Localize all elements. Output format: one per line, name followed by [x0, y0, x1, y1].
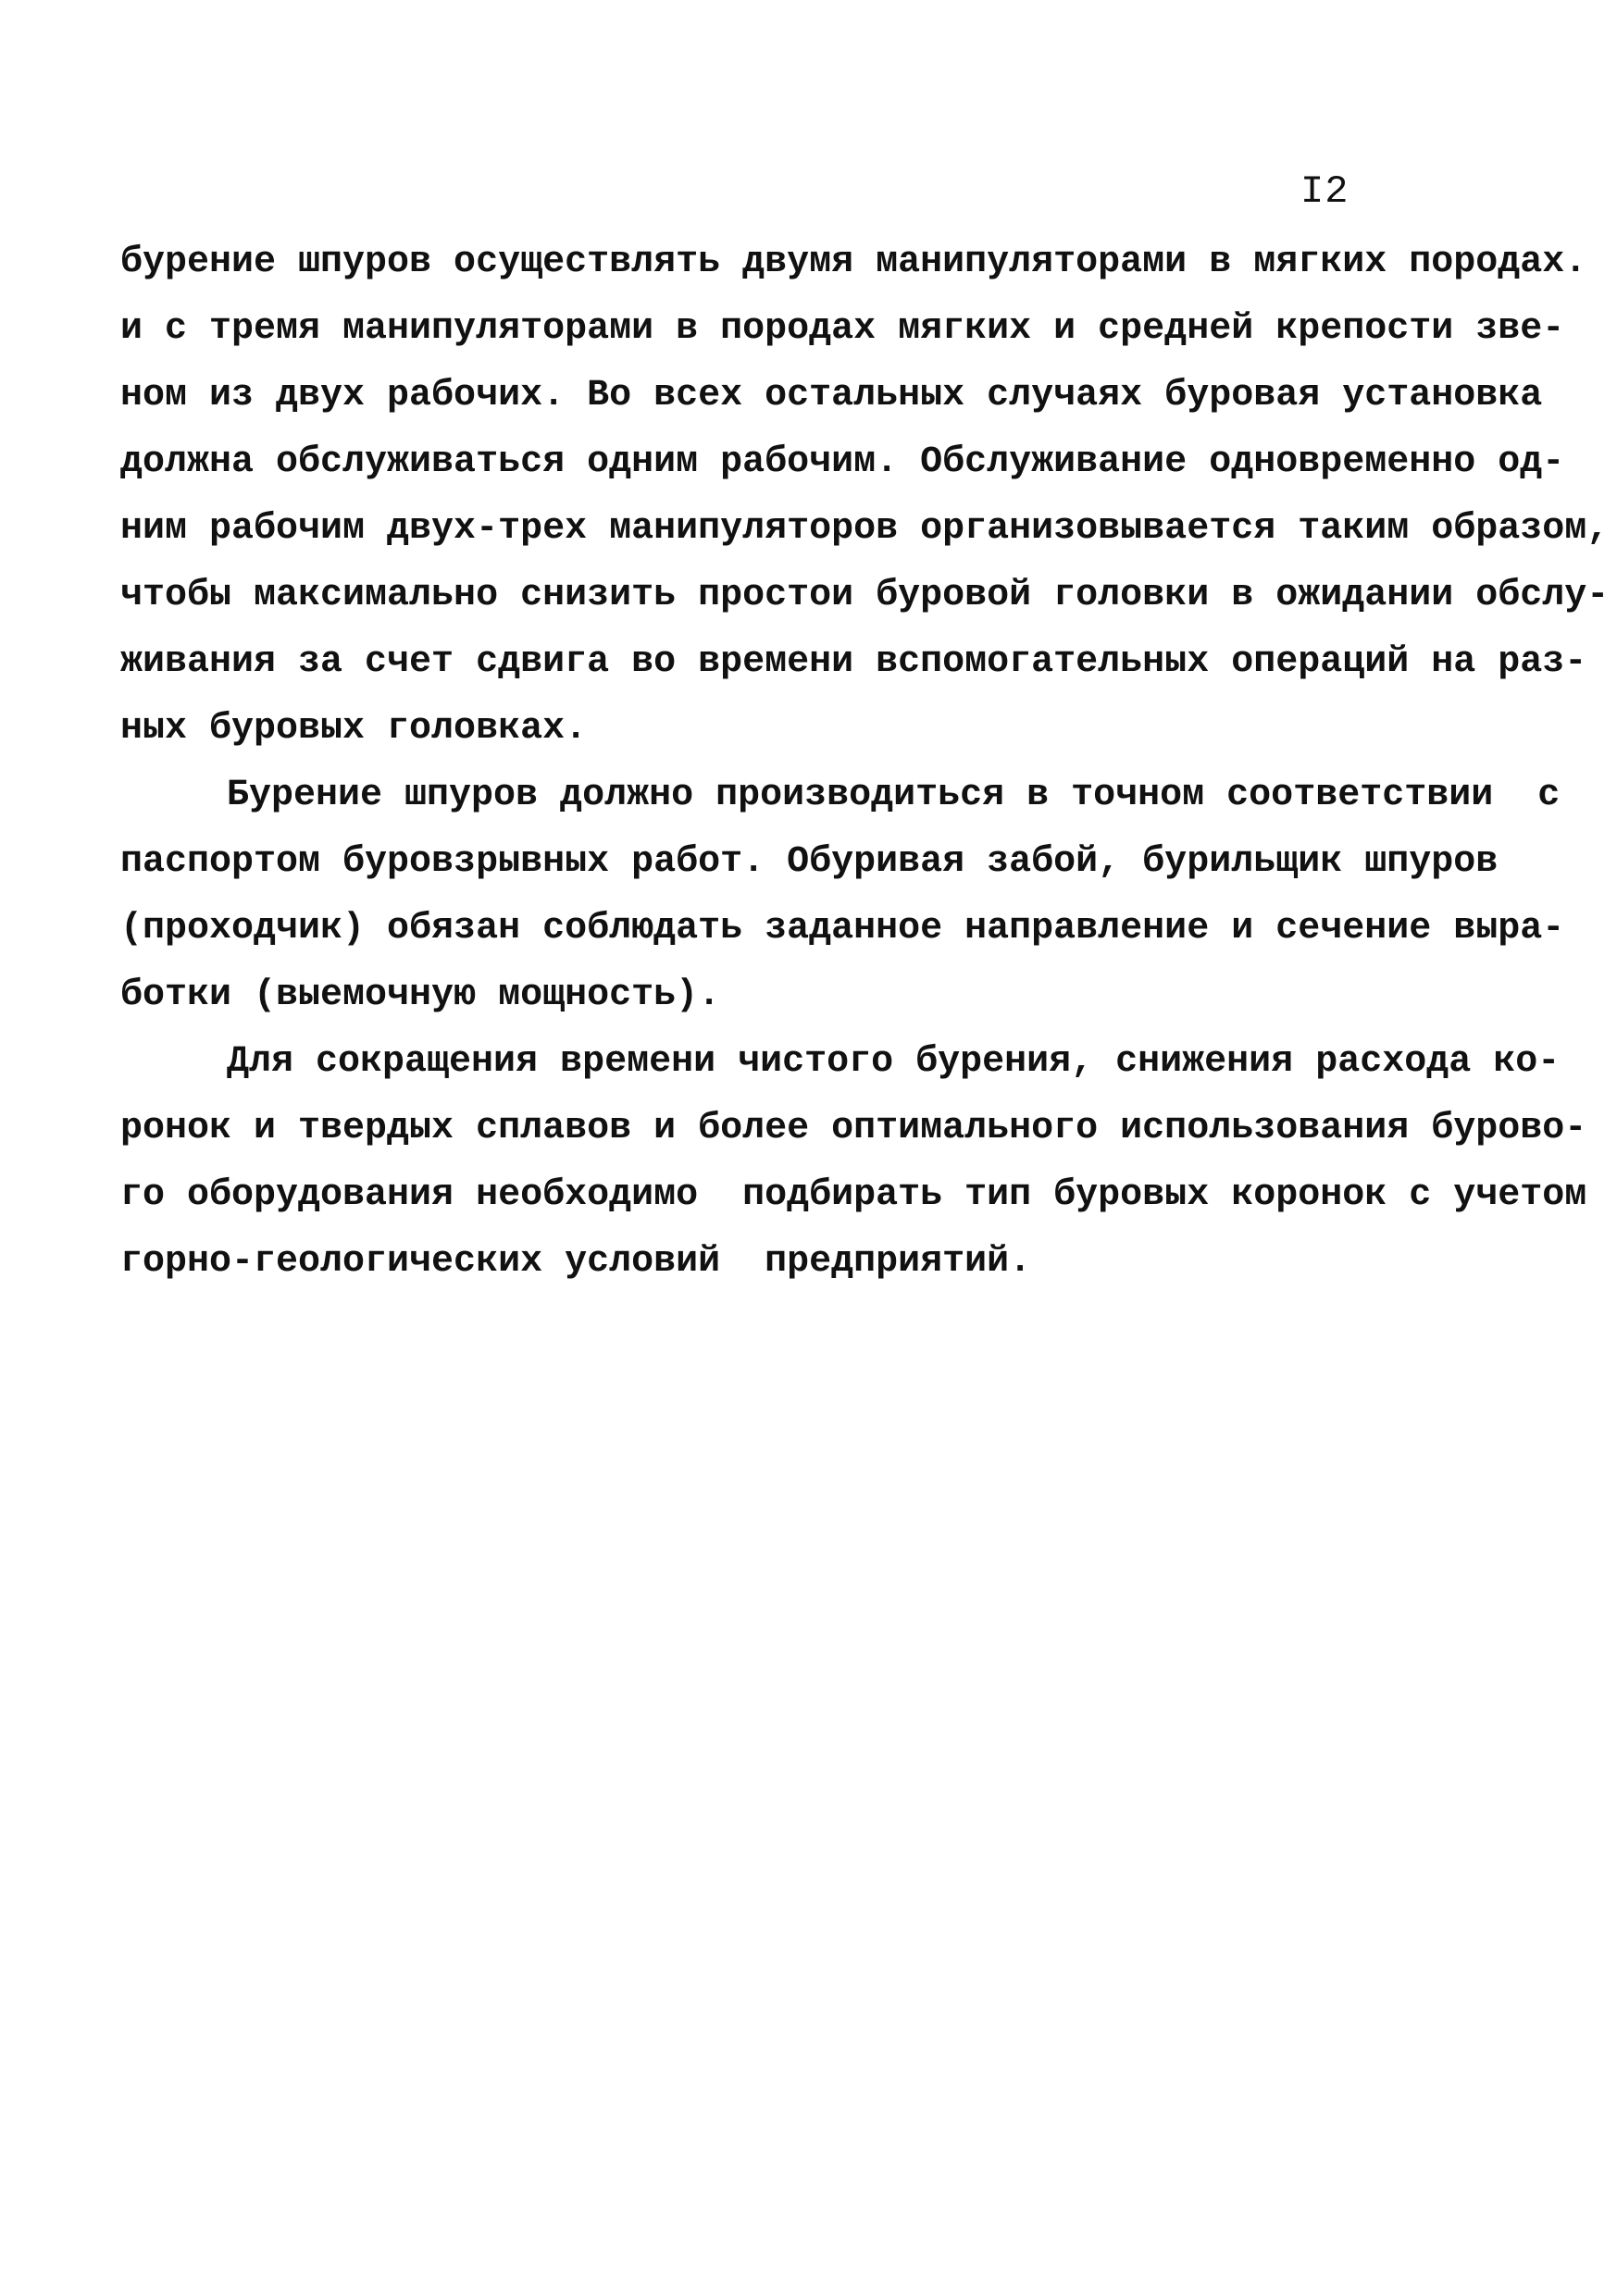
text-line: бурение шпуров осуществлять двумя манипуляторами в мягких породах.	[120, 242, 1587, 283]
text-line: живания за счет сдвига во времени вспомогательных операций на раз-	[120, 641, 1587, 683]
text-line: ним рабочим двух-трех манипуляторов организовывается таким образом,	[120, 508, 1610, 550]
text-line: чтобы максимально снизить простои буровой головки в ожидании обслу-	[120, 575, 1610, 616]
paragraph-3	[120, 1029, 1587, 1296]
text-line: (проходчик) обязан соблюдать заданное направление и сечение выра-	[120, 908, 1565, 949]
text-line: паспортом буровзрывных работ. Обуривая забой, бурильщик шпуров	[120, 841, 1499, 883]
text-line: ботки (выемочную мощность).	[120, 974, 721, 1016]
paragraph-2	[120, 763, 1565, 1029]
page-number: I2	[1300, 169, 1350, 214]
text-line: Для сокращения времени чистого бурения, снижения расхода ко-	[227, 1041, 1561, 1083]
paragraph-1	[120, 230, 1610, 763]
body-text	[120, 230, 1610, 1296]
text-line: го оборудования необходимо подбирать тип буровых коронок с учетом	[120, 1174, 1587, 1216]
text-line: и с тремя манипуляторами в породах мягких и средней крепости зве-	[120, 308, 1565, 350]
text-line: должна обслуживаться одним рабочим. Обслуживание одновременно од-	[120, 441, 1565, 483]
text-line: ронок и твердых сплавов и более оптимального использования бурово-	[120, 1108, 1587, 1149]
text-line: ных буровых головках.	[120, 708, 588, 750]
text-line: Бурение шпуров должно производиться в точном соответствии с	[227, 775, 1561, 816]
text-line: ном из двух рабочих. Во всех остальных случаях буровая установка	[120, 375, 1543, 416]
text-line: горно-геологических условий предприятий.	[120, 1241, 1032, 1283]
